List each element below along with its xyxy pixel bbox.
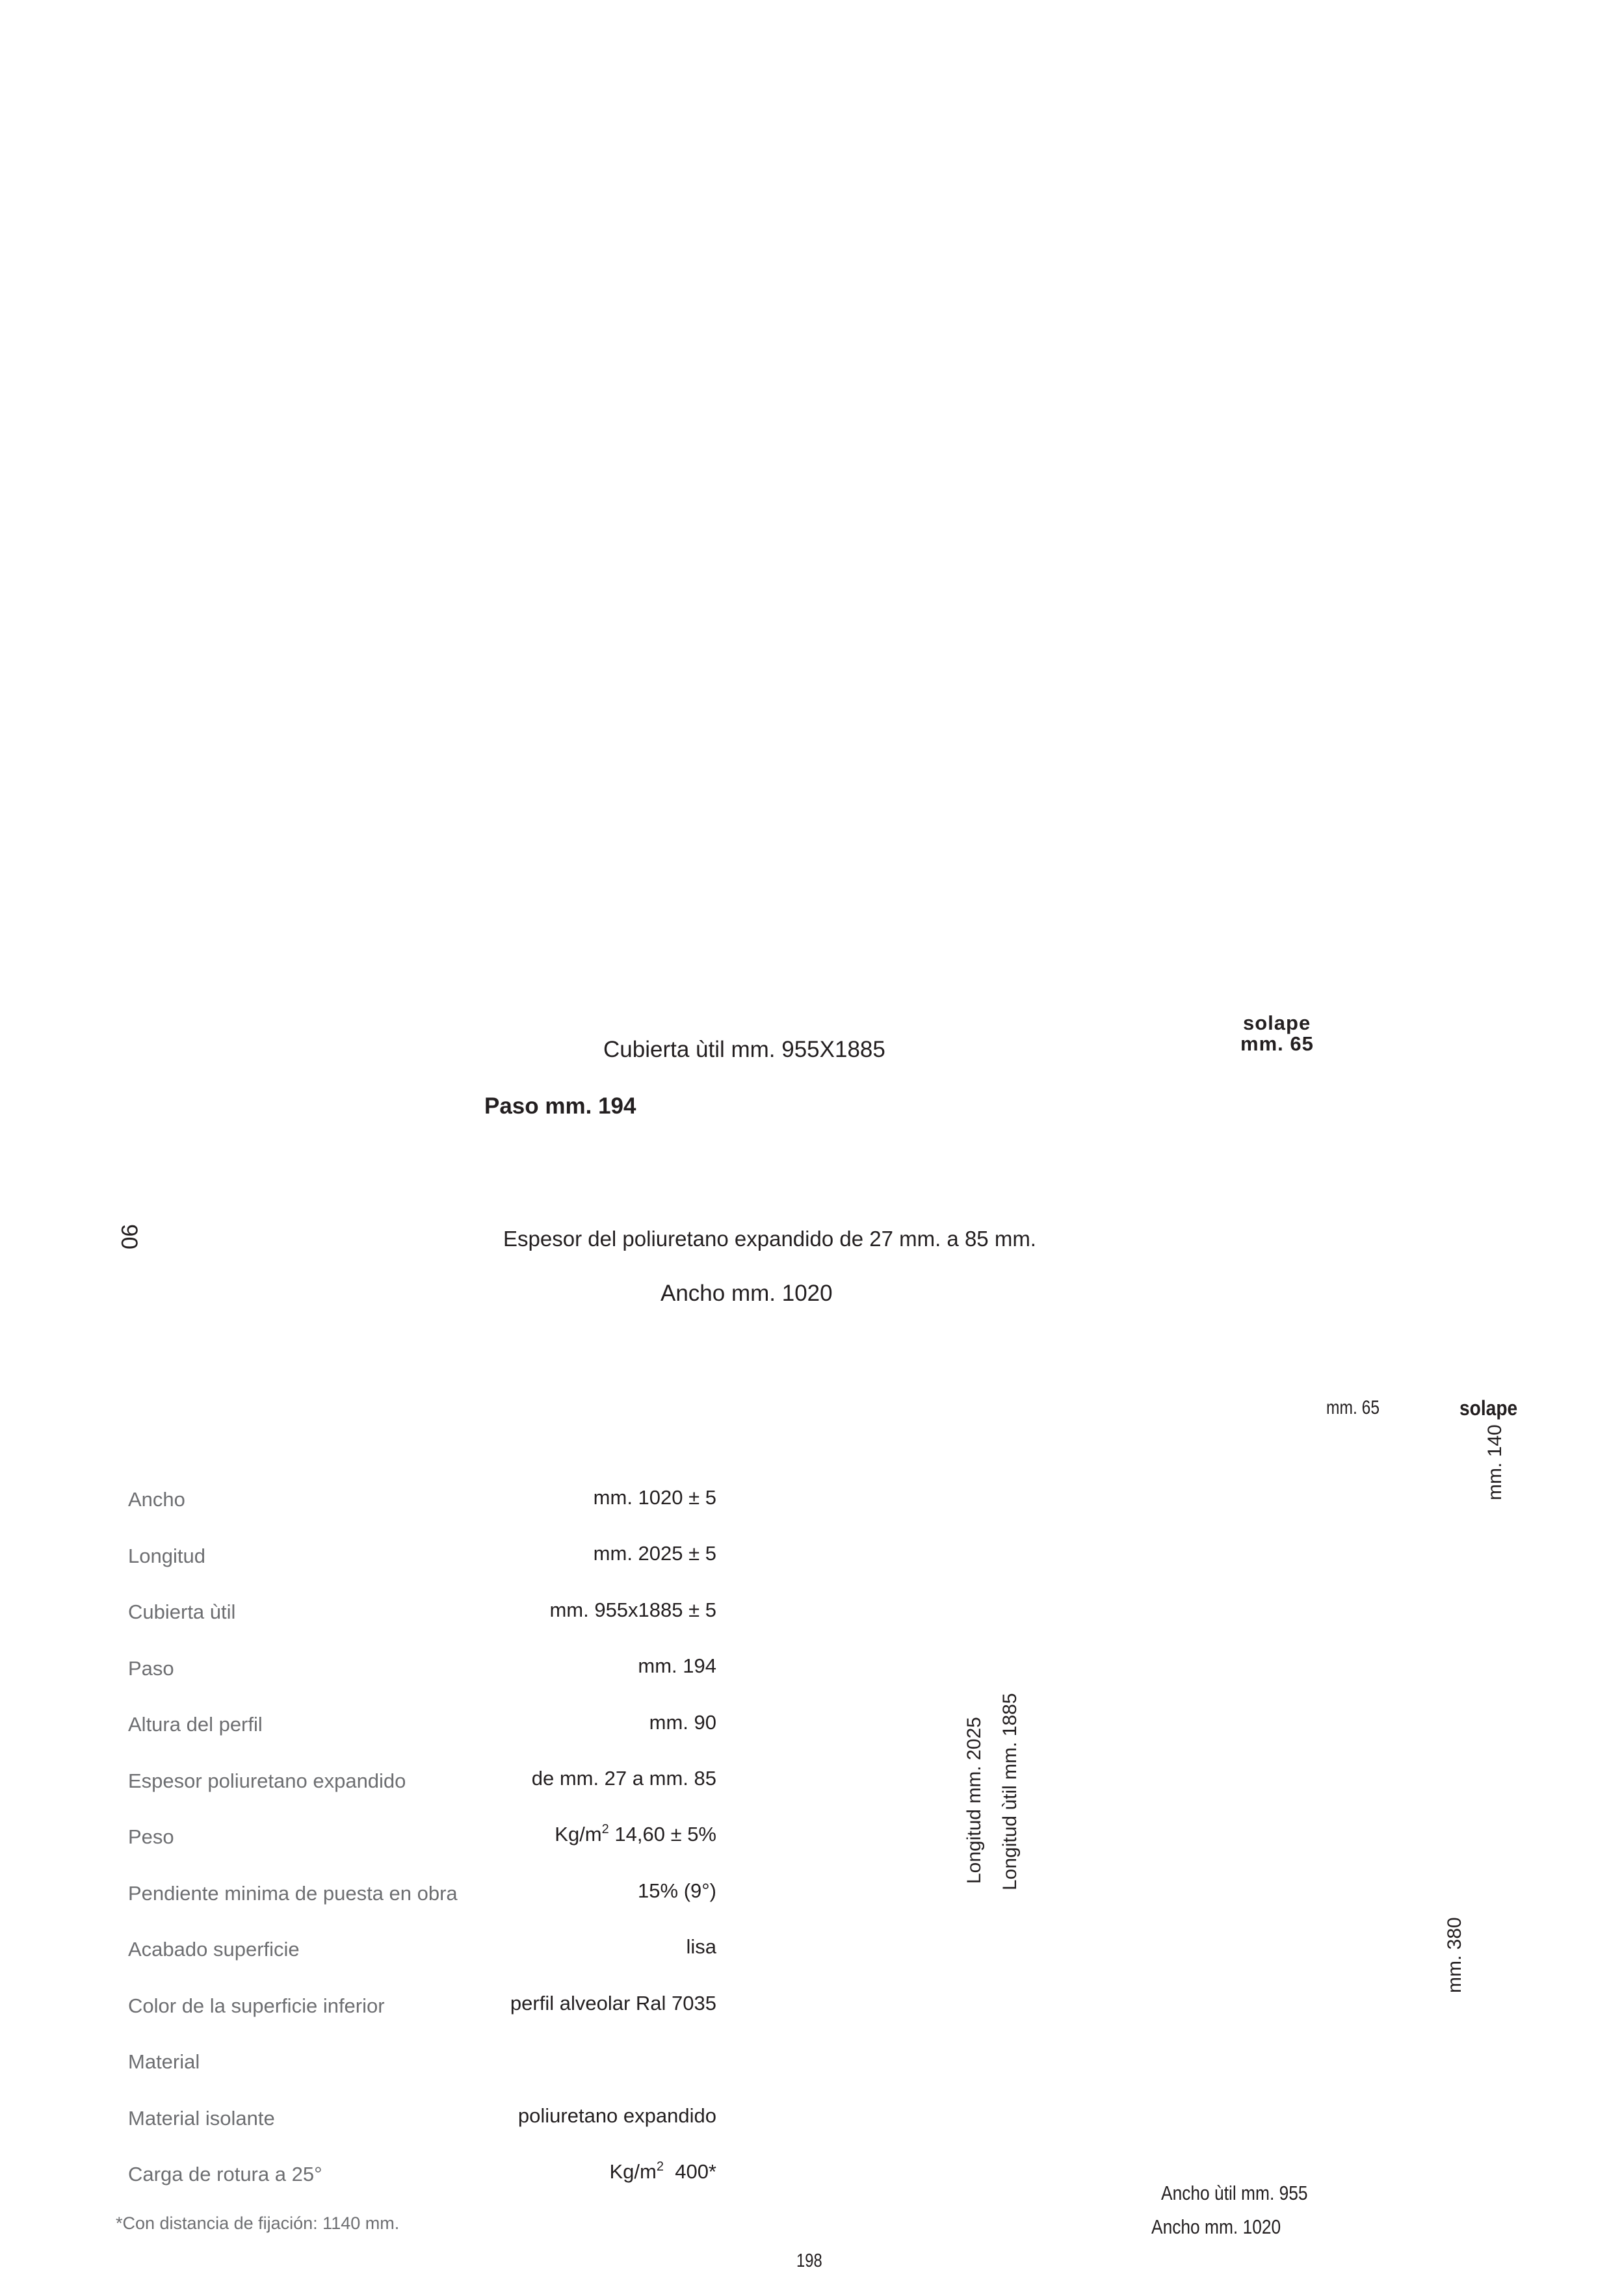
plan-ancho-label: Ancho mm. 1020 (1151, 2215, 1281, 2238)
spec-value-ancho: mm. 1020 ± 5 (593, 1486, 716, 1509)
espesor-caption: Espesor del poliuretano expandido de 27 mm. a 85 mm. (503, 1227, 1036, 1251)
spec-value-acabado: lisa (686, 1935, 716, 1958)
spec-value-peso: $Kg/m^2$ 14,60 ± 5% (555, 1822, 716, 1846)
spec-label-altura: Altura del perfil (128, 1713, 263, 1736)
spec-label-material: Material (128, 2050, 200, 2073)
spec-label-espesor: Espesor poliuretano expandido (128, 1769, 406, 1792)
plan-ancho-util-label: Ancho ùtil mm. 955 (1161, 2182, 1308, 2204)
spec-label-longitud: Longitud (128, 1545, 205, 1567)
footnote: *Con distancia de fijación: 1140 mm. (116, 2213, 400, 2233)
plan-mm140-label: mm. 140 (1484, 1424, 1506, 1500)
altura-dimension: 90 (116, 1224, 142, 1249)
cubierta-util-dimension: Cubierta ùtil mm. 955X1885 (603, 1037, 885, 1062)
spec-label-cubierta-util: Cubierta ùtil (128, 1600, 236, 1623)
spec-value-material-isolante: poliuretano expandido (517, 2104, 716, 2127)
spec-label-acabado: Acabado superficie (128, 1938, 300, 1961)
spec-label-pendiente: Pendiente minima de puesta en obra (128, 1882, 458, 1905)
spec-label-peso: Peso (128, 1825, 174, 1848)
spec-label-material-isolante: Material isolante (128, 2107, 275, 2130)
spec-value-cubierta-util: mm. 955x1885 ± 5 (549, 1598, 716, 1621)
spec-label-color-inferior: Color de la superficie inferior (128, 1994, 385, 2017)
plan-longitud-util-label: Longitud ùtil mm. 1885 (999, 1693, 1021, 1890)
spec-value-paso: mm. 194 (638, 1654, 716, 1677)
plan-mm65-label: mm. 65 (1326, 1397, 1380, 1418)
spec-value-espesor: de mm. 27 a mm. 85 (531, 1767, 716, 1790)
spec-label-ancho: Ancho (128, 1488, 185, 1511)
plan-mm380-label: mm. 380 (1444, 1917, 1465, 1993)
plan-solape-label: solape (1459, 1396, 1518, 1420)
solape-label: solape (1243, 1011, 1311, 1034)
page-number: 198 (796, 2250, 822, 2271)
plan-longitud-label: Longitud mm. 2025 (963, 1717, 985, 1884)
spec-value-carga-rotura: $Kg/m^2$ 400* (609, 2159, 716, 2183)
paso-dimension: Paso mm. 194 (484, 1093, 636, 1119)
spec-label-paso: Paso (128, 1657, 174, 1680)
ancho-dimension: Ancho mm. 1020 (661, 1281, 833, 1306)
spec-value-altura: mm. 90 (649, 1711, 716, 1734)
spec-value-pendiente: 15% (9°) (638, 1879, 716, 1902)
spec-label-carga-rotura: Carga de rotura a 25° (128, 2163, 322, 2185)
spec-value-color-inferior: perfil alveolar Ral 7035 (510, 1992, 716, 2015)
solape-value: mm. 65 (1240, 1032, 1314, 1055)
spec-value-longitud: mm. 2025 ± 5 (593, 1542, 716, 1565)
